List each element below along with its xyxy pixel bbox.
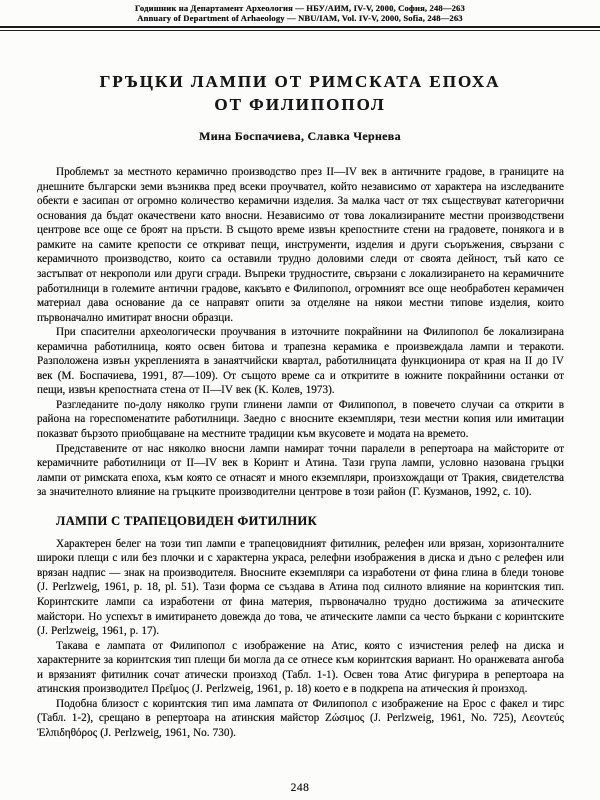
header-divider-rule [0, 26, 600, 31]
intro-paragraph-2: При спасителни археологически проучвания в източните покрайнини на Филипопол бе локализирана керамична работилница, която освен битова и трапезна керамика е произвеждала лампи и теракоти. Разположена извън укрепленията в занаятчийски квартал, работилницата функционира от края на II до IV век (М. Боспачиева, 1991, 87—109). От същото време са и откритите в южните покрайнини останки от пещи, извън крепостната стена от II—IV век (К. Колев, 1973). [37, 326, 564, 397]
running-header-line-bulgarian: Годишник на Департамент Археология — НБУ/АИМ, IV-V, 2000, София, 248—263 [135, 3, 465, 13]
section-paragraph-3: Подобна близост с коринтския тип има лампата от Филипопол с изображение на Ерос с факел и тирс (Табл. 1-2), срещано в репертоара на атинския майстор Ζώσιμος (J. Perlzweig, 1961, No. 725), Λεοντεύς Ἐλπιδηθόρος (J. Perlzweig, 1961, No. 730). [37, 697, 564, 739]
authors-line: Мина Боспачиева, Славка Чернева [199, 129, 401, 144]
running-header [0, 0, 600, 23]
article-body [37, 165, 564, 740]
page-number: 248 [290, 782, 310, 794]
article-title [0, 70, 600, 116]
section-paragraph-2: Такава е лампата от Филипопол с изображение на Атис, която с изчистения релеф на диска и характерните за коринтския тип плещи би могла да се отнесе към коринтския вариант. Но оранжевата ангоба и врязаният фитилник сочат атически произход (Табл. 1-1). Освен това Атис фигурира в репертоара на атинския производител Πρεΐμος (J. Perlzweig, 1961, p. 18) което е в подкрепа на атическия ѝ произход. [37, 639, 564, 696]
intro-paragraph-1: Проблемът за местното керамично производство през II—IV век в античните градове, в границите на днешните български земи възниква пред всеки проучвател, който независимо от характера на изследваните обекти е засипан от огромно количество керамични изделия. За малка част от тях съществуват категорични основания да бъдат окачествени като вносни. Независимо от това локализираните местни производствени центрове все още се броят на пръсти. В същото време извън крепостните стени на градовете, понякога и в рамките на самите крепости се откриват пещи, инструменти, изделия и други съоръжения, свързани с керамичното производство, които са оставили трудно доловими следи от своята дейност, тъй като се застъпват от некрополи или други сгради. Въпреки трудностите, свързани с локализирането на керамичните работилници в големите антични градове, какъвто е Филипопол, огромният все още необработен керамичен материал дава основание да се направят опити за отделяне на някои местни типове изделия, които първоначално имитират вносни образци. [37, 166, 564, 324]
article-title-line-2: ОТ ФИЛИПОПОЛ [214, 95, 386, 115]
section-heading-trapezoidal-nozzle-lamps: ЛАМПИ С ТРАПЕЦОВИДЕН ФИТИЛНИК [56, 513, 318, 528]
running-header-line-english: Annuary of Department of Arhaeology — NBU/IAM, Vol. IV-V, 2000, Sofia, 248—263 [137, 12, 463, 23]
article-title-line-1: ГРЪЦКИ ЛАМПИ ОТ РИМСКАТА ЕПОХА [99, 72, 501, 92]
section-paragraph-1: Характерен белег на този тип лампи е трапецовидният фитилник, релефен или врязан, хоризонталните широки плещи с или без плочки и с характерна украса, релефни изображения в диска и дъно с релефен или врязан надпис — знак на производителя. Вносните екземпляри са изработени от фина глина в бледи тонове (J. Perlzweig, 1961, p. 18, pl. 51). Тази форма се създава в Атина под силното влияние на коринтския тип. Коринтските лампи са изработени от фина материя, първоначално трудно достижима за атическите майстори. Но успехът в имитирането довежда до това, че атическите лампи са често бъркани с коринтските (J. Perlzweig, 1961, p. 17). [37, 537, 564, 638]
intro-paragraph-3: Разгледаните по-долу няколко групи глинени лампи от Филипопол, в повечето случаи са открити в района на гореспоменатите работилници. Заедно с вносните екземпляри, тези местни копия или имитации показват бързото приобщаване на местните традиции към вкусовете и модата на времето. [37, 398, 564, 441]
intro-paragraph-4: Представените от нас няколко вносни лампи намират точни паралели в репертоара на майсторите от керамичните работилници от II—IV век в Коринт и Атина. Тази група лампи, условно назована гръцки лампи от римската епоха, към която се отнасят и много екземпляри, произхождащи от Тракия, свидетелства за значителното влияние на гръцките производителни центрове в този район (Г. Кузманов, 1992, с. 10). [37, 442, 564, 499]
